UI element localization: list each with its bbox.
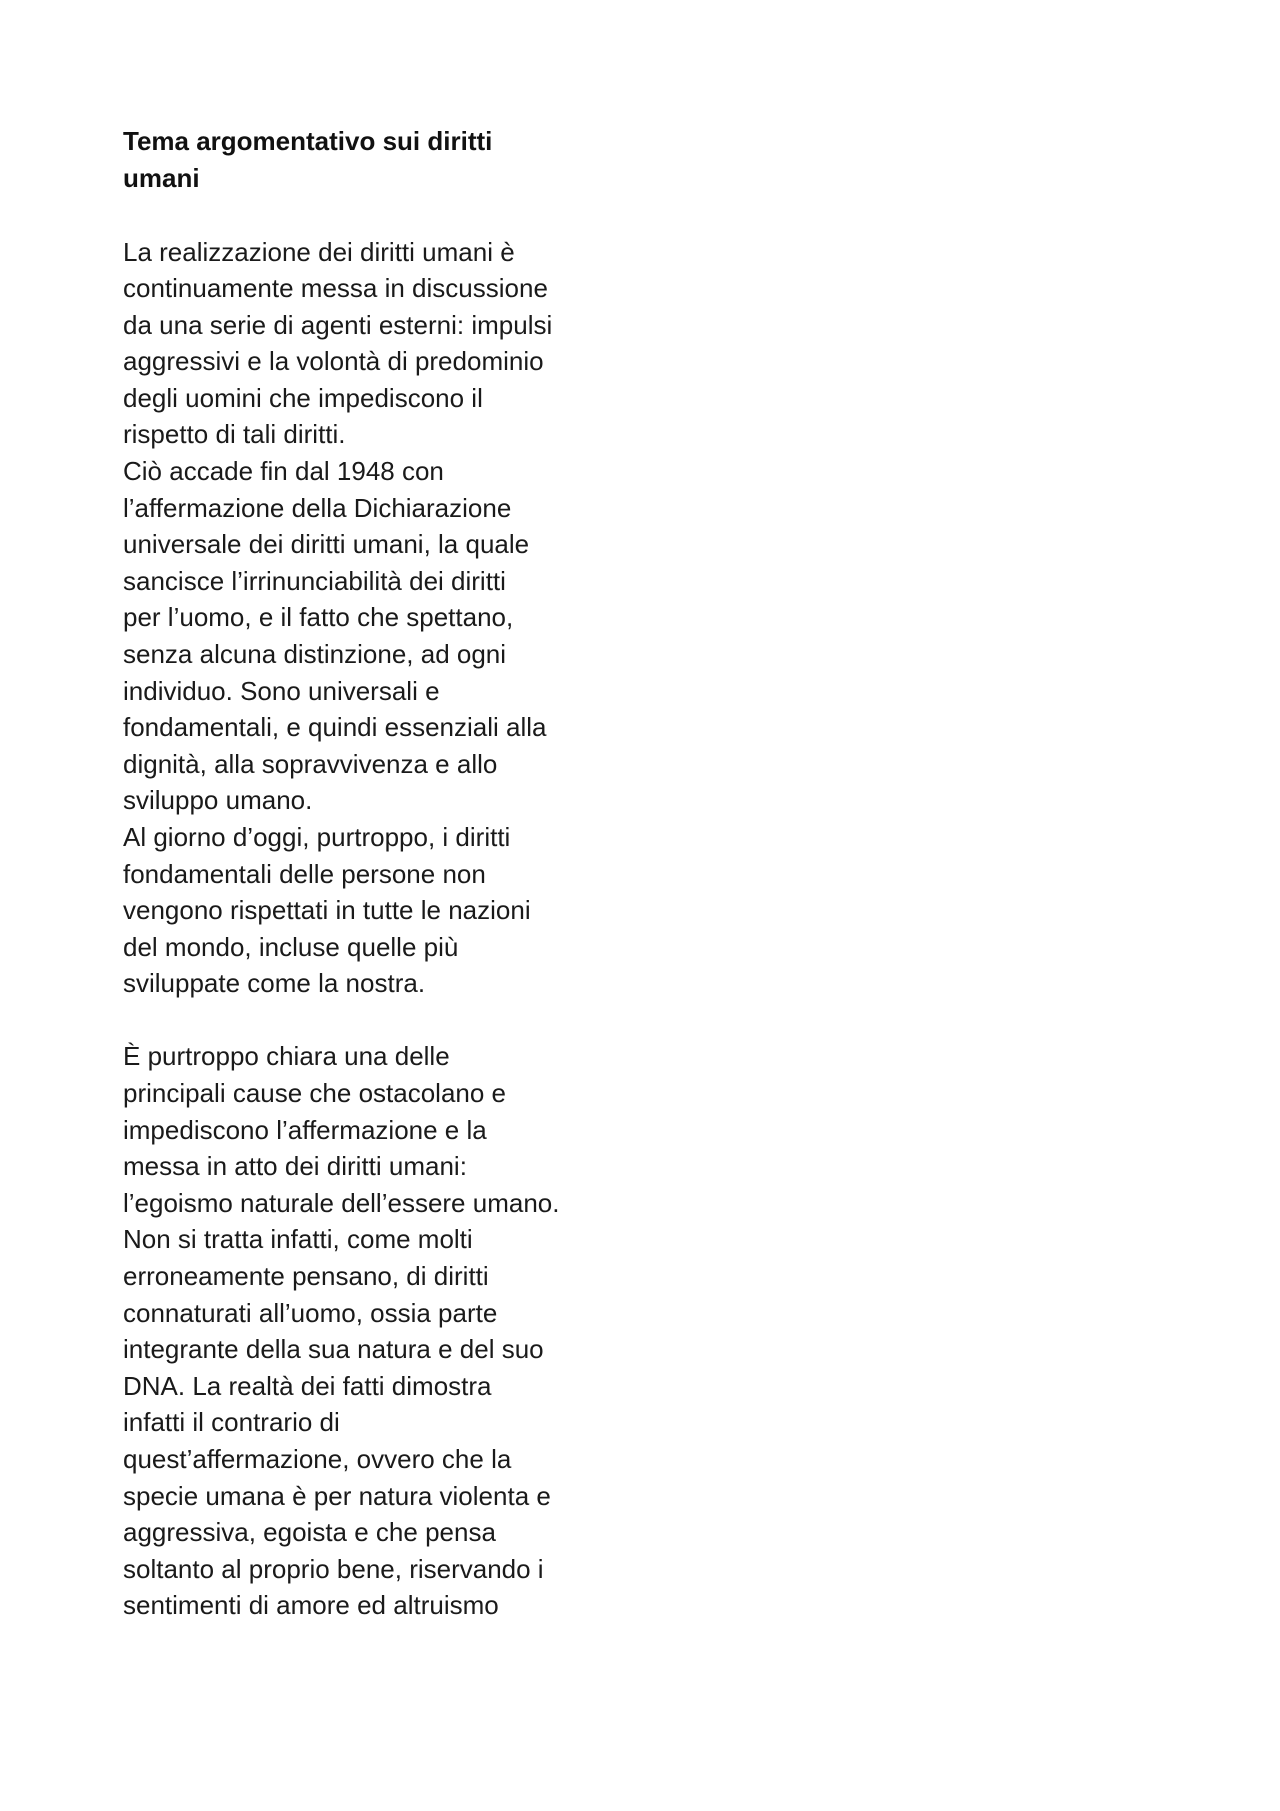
text-line: Non si tratta infatti, come molti: [123, 1224, 473, 1255]
text-line: degli uomini che impediscono il: [123, 382, 483, 413]
text-line: senza alcuna distinzione, ad ogni: [123, 639, 507, 670]
text-line: specie umana è per natura violenta e: [123, 1480, 551, 1511]
text-line: continuamente messa in discussione: [123, 273, 548, 304]
text-line: connaturati all’uomo, ossia parte: [123, 1297, 498, 1328]
title-line: Tema argomentativo sui diritti: [123, 126, 493, 156]
text-line: soltanto al proprio bene, riservando i: [123, 1553, 544, 1584]
text-line: Al giorno d’oggi, purtroppo, i diritti: [123, 822, 511, 852]
text-line: quest’affermazione, ovvero che la: [123, 1444, 512, 1474]
text-line: aggressiva, egoista e che pensa: [123, 1517, 496, 1548]
text-line: sviluppo umano.: [123, 785, 313, 816]
title-line: umani: [123, 163, 200, 193]
text-line: Ciò accade fin dal 1948 con: [123, 456, 444, 487]
blank-line: [123, 197, 643, 234]
text-line: fondamentali delle persone non: [123, 858, 486, 889]
text-line: sentimenti di amore ed altruismo: [123, 1590, 499, 1621]
text-line: erroneamente pensano, di diritti: [123, 1261, 489, 1292]
text-line: del mondo, incluse quelle più: [123, 931, 459, 962]
text-line: fondamentali, e quindi essenziali alla: [123, 712, 547, 743]
text-line: da una serie di agenti esterni: impulsi: [123, 309, 553, 340]
text-line: aggressivi e la volontà di predominio: [123, 346, 544, 377]
text-line: rispetto di tali diritti.: [123, 419, 346, 450]
text-line: sviluppate come la nostra.: [123, 968, 426, 999]
text-line: individuo. Sono universali e: [123, 675, 440, 706]
text-line: infatti il contrario di: [123, 1407, 340, 1438]
text-line: vengono rispettati in tutte le nazioni: [123, 895, 531, 926]
blank-line: [123, 1002, 643, 1039]
text-line: universale dei diritti umani, la quale: [123, 529, 530, 560]
document-page: [123, 123, 643, 1624]
text-line: DNA. La realtà dei fatti dimostra: [123, 1370, 492, 1401]
text-line: integrante della sua natura e del suo: [123, 1334, 544, 1365]
paragraph-1: [123, 234, 643, 1002]
text-line: La realizzazione dei diritti umani è: [123, 236, 515, 267]
text-line: l’affermazione della Dichiarazione: [123, 492, 512, 523]
text-line: dignità, alla sopravvivenza e allo: [123, 748, 498, 779]
text-line: principali cause che ostacolano e: [123, 1078, 507, 1109]
text-line: sancisce l’irrinunciabilità dei diritti: [123, 565, 506, 596]
document-title: [123, 123, 643, 197]
paragraph-2: [123, 1038, 643, 1624]
text-line: impediscono l’affermazione e la: [123, 1114, 487, 1145]
text-line: per l’uomo, e il fatto che spettano,: [123, 602, 514, 633]
text-line: messa in atto dei diritti umani:: [123, 1151, 467, 1182]
text-line: l’egoismo naturale dell’essere umano.: [123, 1187, 560, 1218]
text-line: È purtroppo chiara una delle: [123, 1041, 450, 1072]
